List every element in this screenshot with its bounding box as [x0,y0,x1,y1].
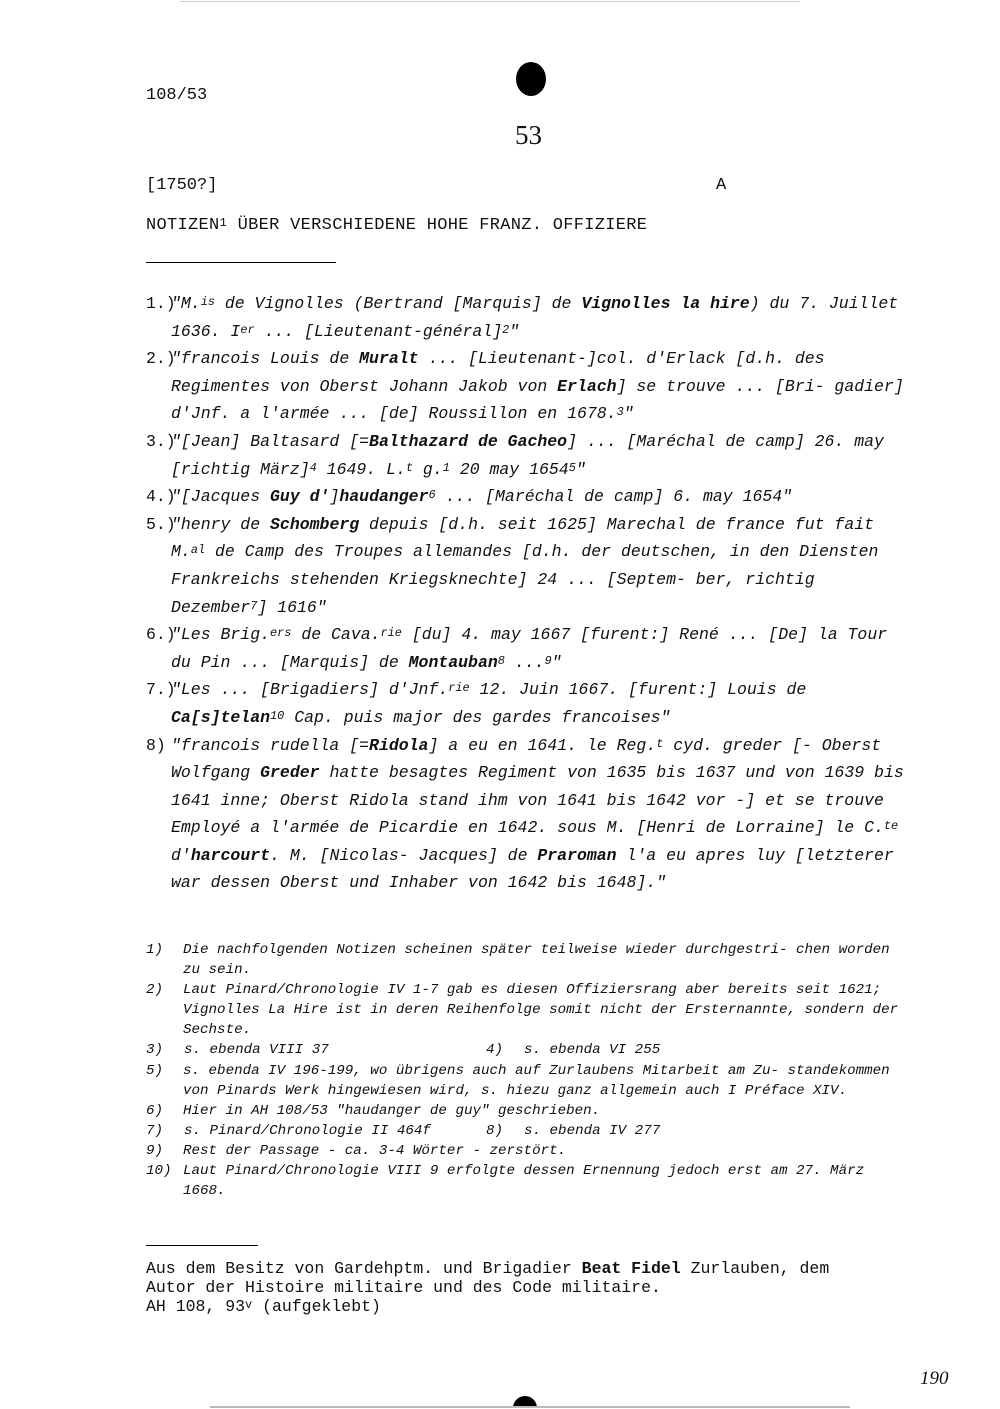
entry-text-run: "Les Brig. [171,625,271,645]
footnote-ref: 3 [616,405,624,420]
entry-text-run: l'a eu apres luy [letzterer war dessen Oberst und Inhaber von 1642 bis 1648]." [171,845,894,893]
entry-text-run: "francois rudella [= [171,735,370,755]
entry-text-run: . M. [Nicolas- Jacques] de [270,845,538,865]
footnote-ref: 2 [502,322,510,337]
footnote-number: 4) [486,1042,504,1059]
entry-text-run: ... [Lieutenant-général] [254,321,503,341]
entry-text-run: de Vignolles (Bertrand [Marquis] de [214,294,582,313]
name-emphasis: Balthazard de Gacheo [369,431,568,451]
footnote-ref: is [200,295,215,310]
footnote-5 [146,1061,906,1101]
name-emphasis: haudanger [339,487,429,507]
entry-2 [146,345,916,428]
entry-text-run: g. [413,459,443,479]
entry-text-run: ... [Maréchal de camp] 6. may 1654" [435,487,793,507]
entry-text-run: ] ... [Maréchal de camp] 26. may [richtig März] [171,431,884,479]
footnote-ref: 10 [270,708,285,723]
entry-number: 7.) [146,680,176,700]
entry-3 [146,428,916,483]
entry-text-run: 1649. L. [316,459,406,479]
provenance-text: (aufgeklebt) [252,1297,381,1316]
document-date: [1750?] [146,176,218,195]
entry-text [171,511,916,621]
footnote-text: Laut Pinard/Chronologie IV 1-7 gab es diesen Offiziersrang aber bereits seit 1621; Vignolles La Hire ist in deren Reihenfolge somit nicht der Ersternannte, sondern der Sechste. [183,982,899,1039]
entry-text-run: ] a eu en 1641. le Reg. [428,735,657,755]
entry-text-run: ] 1616" [257,597,327,617]
footnote-1 [146,940,906,980]
entry-text-run: "M. [171,294,201,313]
footnote-text: s. ebenda VI 255 [524,1042,661,1059]
footnote-ref: te [883,819,899,834]
entry-text-run: Cap. puis major des gardes francoises" [284,707,671,727]
footnote-number: 1) [146,942,164,958]
name-emphasis: Erlach [557,376,617,396]
entry-text [171,732,916,898]
footnote-ref: rie [380,626,402,641]
footnotes [146,940,906,1201]
punch-hole-mark [516,62,546,96]
entry-text-run: depuis [d.h. seit 1625] Marechal de france fut fait M. [171,514,875,562]
entry-text-run: "henry de [171,514,271,534]
entry-text [171,621,916,676]
provenance-text: AH 108, 93 [146,1297,246,1316]
footnote-number: 10) [146,1163,172,1180]
footnote-number: 2) [146,982,164,999]
provenance-line-2: Autor der Histoire militaire und des Code militaire. [146,1278,661,1297]
footnote-text: Laut Pinard/Chronologie VIII 9 erfolgte dessen Ernennung jedoch erst am 27. März 1668. [183,1163,865,1200]
entry-text-run: 12. Juin 1667. [furent:] Louis de [469,680,807,700]
entry-text-run: [du] 4. may 1667 [furent:] René ... [De] la Tour du Pin ... [Marquis] de [171,625,888,672]
footnote-text: s. ebenda IV 196-199, wo übrigens auch auf Zurlaubens Mitarbeit am Zu- standekommen von Pinards Werk hingewiesen wird, s. hiezu ganz allgemein auch I Préface XIV. [183,1062,890,1099]
title-rule [146,262,336,263]
title-text: NOTIZEN [146,216,220,235]
entry-text-run: ... [504,652,545,672]
entry-text-run: " [509,321,520,341]
entry-number: 5.) [146,514,176,534]
title-text-rest: ÜBER VERSCHIEDENE HOHE FRANZ. OFFIZIERE [227,216,648,235]
provenance-text: Zurlauben, dem [680,1259,830,1278]
scan-edge-top [180,1,800,2]
footnote-7-8 [146,1121,906,1141]
entry-1 [146,290,916,345]
entry-text-run: ] [329,487,340,507]
page-number: 53 [515,120,542,150]
name-emphasis: Schomberg [270,514,360,534]
footnote-text: Hier in AH 108/53 "haudanger de guy" geschrieben. [183,1102,601,1119]
provenance-line-1 [146,1259,926,1278]
name-emphasis: Ca[s]telan [171,707,271,727]
entry-text-run: " [551,652,562,672]
footnote-ref: t [656,736,664,751]
folio-mark: 190 [920,1368,949,1389]
entry-text-run: "[Jean] Baltasard [= [171,431,370,451]
footnote-text: s. ebenda IV 277 [524,1122,661,1139]
entry-text-run: "Les ... [Brigadiers] d'Jnf. [171,680,449,700]
name-emphasis: Ridola [369,735,429,755]
entry-7 [146,676,916,731]
footnote-text: s. Pinard/Chronologie II 464f [184,1122,431,1139]
footnote-9 [146,1141,906,1161]
provenance-rule [146,1245,258,1246]
footnote-ref: 1 [442,460,450,475]
entry-text-run: cyd. greder [- Oberst Wolfgang [171,735,882,783]
entry-text-run: 20 may 1654 [449,459,569,479]
entry-text-run: ... [Lieutenant-]col. d'Erlack [d.h. des Regimentes von Oberst Johann Jakob von [171,349,825,396]
footnote-ref: 5 [568,460,576,475]
entry-6 [146,621,916,676]
footnote-ref: 8 [497,653,505,668]
footnote-ref: 7 [250,598,258,613]
footnote-ref: al [190,543,206,558]
provenance-line-3 [146,1297,926,1316]
name-emphasis: harcourt [190,845,271,865]
entry-number: 2.) [146,349,176,369]
provenance-note [146,1259,926,1316]
footnote-ref: 9 [544,653,552,668]
provenance-name: Beat Fidel [581,1259,681,1278]
name-emphasis: Greder [260,763,320,783]
entry-text-run: " [575,459,586,479]
entry-text [171,345,916,428]
entry-text-run: de Camp des Troupes allemandes [d.h. der deutschen, in den Diensten Frankreichs stehenden Kriegsknechte] 24 ... [Septem- ber, richtig Dezember [171,542,879,617]
name-emphasis: Praroman [537,845,617,865]
entry-number: 4.) [146,487,176,507]
provenance-sup: v [245,1298,253,1313]
entry-text-run: ] se trouve ... [Bri- gadier] d'Jnf. a l'armée ... [de] Roussillon en 1678. [171,376,904,424]
entry-text-run: hatte besagtes Regiment von 1635 bis 1637 und von 1639 bis 1641 inne; Oberst Ridola stand ihm von 1641 bis 1642 vor -] et se trouve Employé a l'armée de Picardie en 1642. sous M. [Henri de Lorraine] le C. [171,763,904,838]
footnote-ref: er [240,322,255,337]
footnote-ref: t [405,460,414,475]
footnote-number: 6) [146,1102,164,1119]
entry-number: 6.) [146,625,176,645]
footnote-ref: 6 [428,488,436,503]
entry-number: 1.) [146,294,176,313]
entry-text-run: de Cava. [291,625,381,645]
section-letter: A [716,176,727,195]
name-emphasis: Muralt [359,349,419,369]
footnote-number: 9) [146,1142,164,1159]
footnote-text: Rest der Passage - ca. 3-4 Wörter - zerstört. [183,1142,567,1159]
entry-text [171,290,916,345]
scan-edge-bottom [210,1406,850,1408]
footnote-number: 5) [146,1062,164,1079]
footnote-text: Die nachfolgenden Notizen scheinen später teilweise wieder durchgestri- chen worden zu sein. [183,942,890,979]
entry-8 [146,732,916,898]
name-emphasis: Montauban [408,652,498,672]
footnote-ref: ers [270,626,292,641]
footnote-ref: 4 [309,460,317,475]
entry-text [171,676,916,731]
entry-text-run: d' [171,845,191,865]
footnote-number: 8) [486,1122,504,1139]
footnote-text: s. ebenda VIII 37 [184,1042,329,1059]
entry-list [146,290,916,897]
name-emphasis: Vignolles la hire [581,294,750,313]
footnote-6 [146,1101,906,1121]
entry-text-run: "[Jacques [171,487,271,507]
footnote-number: 3) [146,1042,164,1059]
entry-number: 3.) [146,431,176,451]
entry-text-run: " [623,404,634,424]
footnote-10 [146,1161,906,1201]
entry-5 [146,511,916,621]
document-title [146,216,647,235]
footnote-3-4 [146,1040,906,1060]
provenance-text: Aus dem Besitz von Gardehptm. und Brigadier [146,1259,582,1278]
name-emphasis: Guy d' [270,487,330,507]
entry-text [171,483,916,511]
footnote-2 [146,980,906,1040]
title-footnote-ref: 1 [219,215,228,230]
entry-number: 8) [146,735,166,755]
entry-text [171,428,916,483]
footnote-number: 7) [146,1122,164,1139]
footnote-ref: rie [448,681,470,696]
document-reference: 108/53 [146,86,208,105]
entry-4 [146,483,916,511]
entry-text-run: ) du 7. Juillet 1636. I [171,294,899,341]
entry-text-run: "francois Louis de [171,349,360,369]
